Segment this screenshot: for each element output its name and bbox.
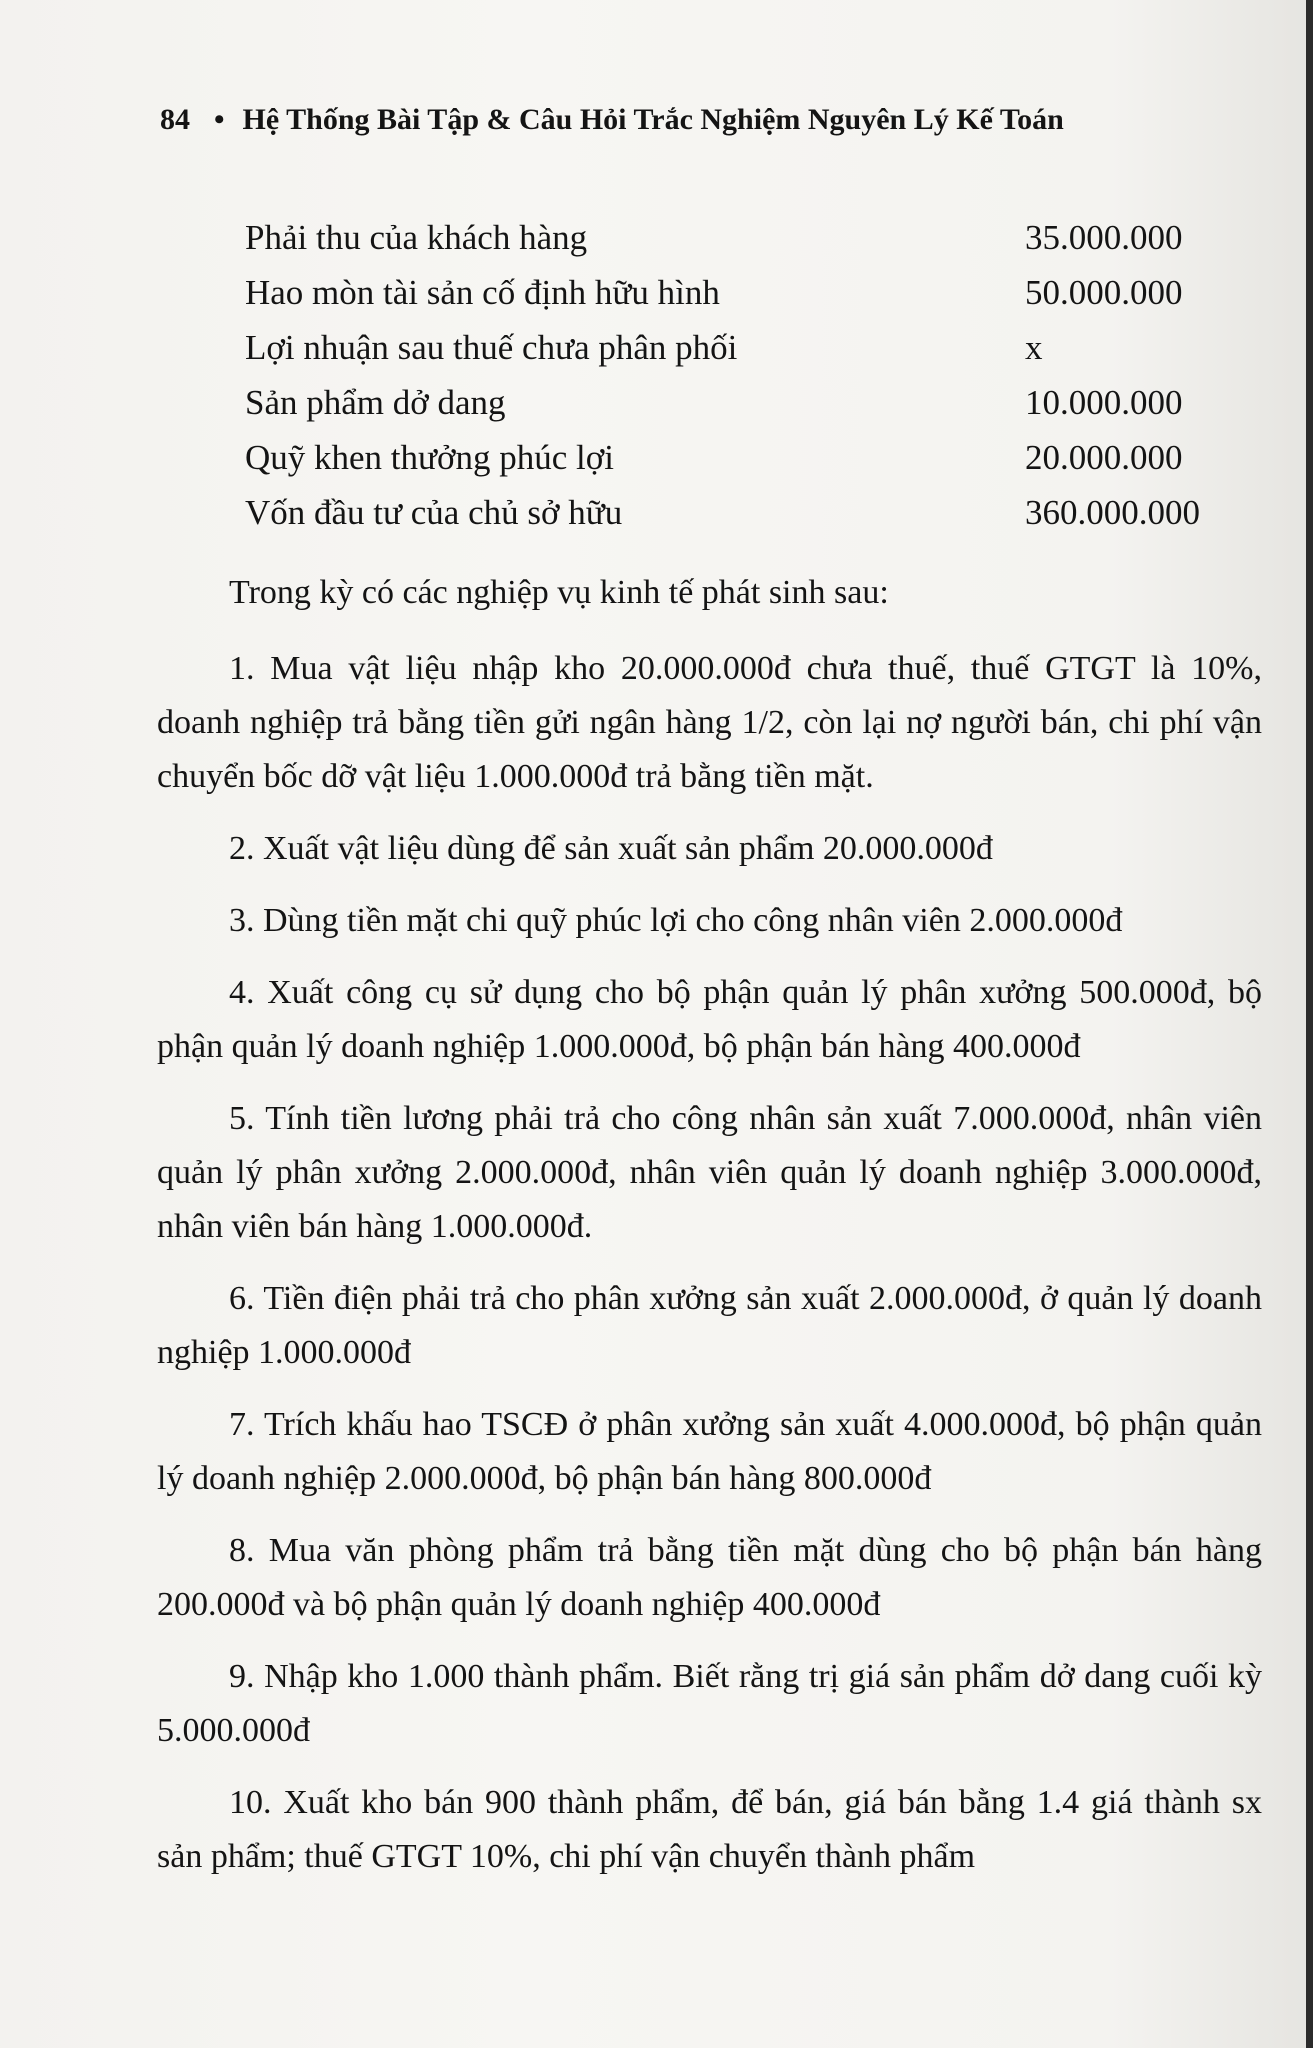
balance-list: [245, 210, 1235, 540]
balance-label: Quỹ khen thưởng phúc lợi: [245, 438, 615, 477]
balance-label: Phải thu của khách hàng: [245, 218, 588, 257]
transaction-item: 2. Xuất vật liệu dùng để sản xuất sản phẩm 20.000.000đ: [229, 830, 993, 867]
balance-row: [245, 430, 1235, 485]
transaction-item: 1. Mua vật liệu nhập kho 20.000.000đ chưa thuế, thuế GTGT là 10%, doanh nghiệp trả bằng tiền gửi ngân hàng 1/2, còn lại nợ người bán, chi phí vận chuyển bốc dỡ vật liệu 1.000.000đ trả bằng tiền mặt.: [157, 650, 1262, 795]
page-edge-shadow: [1306, 0, 1313, 2048]
running-header: [160, 103, 1064, 137]
page-number: 84: [160, 103, 190, 136]
balance-row: [245, 265, 1235, 320]
transaction-item: 3. Dùng tiền mặt chi quỹ phúc lợi cho công nhân viên 2.000.000đ: [229, 902, 1123, 939]
balance-row: [245, 375, 1235, 430]
exercise-body: [157, 566, 1262, 1902]
balance-label: Hao mòn tài sản cố định hữu hình: [245, 273, 720, 312]
transaction-item: 6. Tiền điện phải trả cho phân xưởng sản xuất 2.000.000đ, ở quản lý doanh nghiệp 1.000.000đ: [157, 1280, 1262, 1371]
transaction-item: 4. Xuất công cụ sử dụng cho bộ phận quản lý phân xưởng 500.000đ, bộ phận quản lý doanh nghiệp 1.000.000đ, bộ phận bán hàng 400.000đ: [157, 974, 1262, 1065]
balance-amount: 10.000.000: [1025, 383, 1183, 422]
balance-amount: 360.000.000: [1025, 493, 1200, 532]
balance-row: [245, 320, 1235, 375]
transaction-item: 10. Xuất kho bán 900 thành phẩm, để bán, giá bán bằng 1.4 giá thành sx sản phẩm; thuế GTGT 10%, chi phí vận chuyển thành phẩm: [157, 1784, 1262, 1875]
balance-row: [245, 210, 1235, 265]
transaction-item: 7. Trích khấu hao TSCĐ ở phân xưởng sản xuất 4.000.000đ, bộ phận quản lý doanh nghiệp 2.000.000đ, bộ phận bán hàng 800.000đ: [157, 1406, 1262, 1497]
balance-label: Sản phẩm dở dang: [245, 383, 506, 422]
balance-amount: x: [1025, 328, 1043, 367]
intro-paragraph: Trong kỳ có các nghiệp vụ kinh tế phát sinh sau:: [229, 574, 889, 611]
balance-amount: 20.000.000: [1025, 438, 1183, 477]
balance-label: Lợi nhuận sau thuế chưa phân phối: [245, 328, 738, 367]
book-title: Hệ Thống Bài Tập & Câu Hỏi Trắc Nghiệm Nguyên Lý Kế Toán: [242, 103, 1064, 136]
transaction-item: 9. Nhập kho 1.000 thành phẩm. Biết rằng trị giá sản phẩm dở dang cuối kỳ 5.000.000đ: [157, 1658, 1262, 1749]
balance-amount: 50.000.000: [1025, 273, 1183, 312]
transaction-item: 5. Tính tiền lương phải trả cho công nhân sản xuất 7.000.000đ, nhân viên quản lý phân xưởng 2.000.000đ, nhân viên quản lý doanh nghiệp 3.000.000đ, nhân viên bán hàng 1.000.000đ.: [157, 1100, 1262, 1245]
balance-label: Vốn đầu tư của chủ sở hữu: [245, 493, 623, 532]
balance-row: [245, 485, 1235, 540]
balance-amount: 35.000.000: [1025, 218, 1183, 257]
header-separator: •: [214, 103, 225, 136]
transaction-item: 8. Mua văn phòng phẩm trả bằng tiền mặt dùng cho bộ phận bán hàng 200.000đ và bộ phận quản lý doanh nghiệp 400.000đ: [157, 1532, 1262, 1623]
